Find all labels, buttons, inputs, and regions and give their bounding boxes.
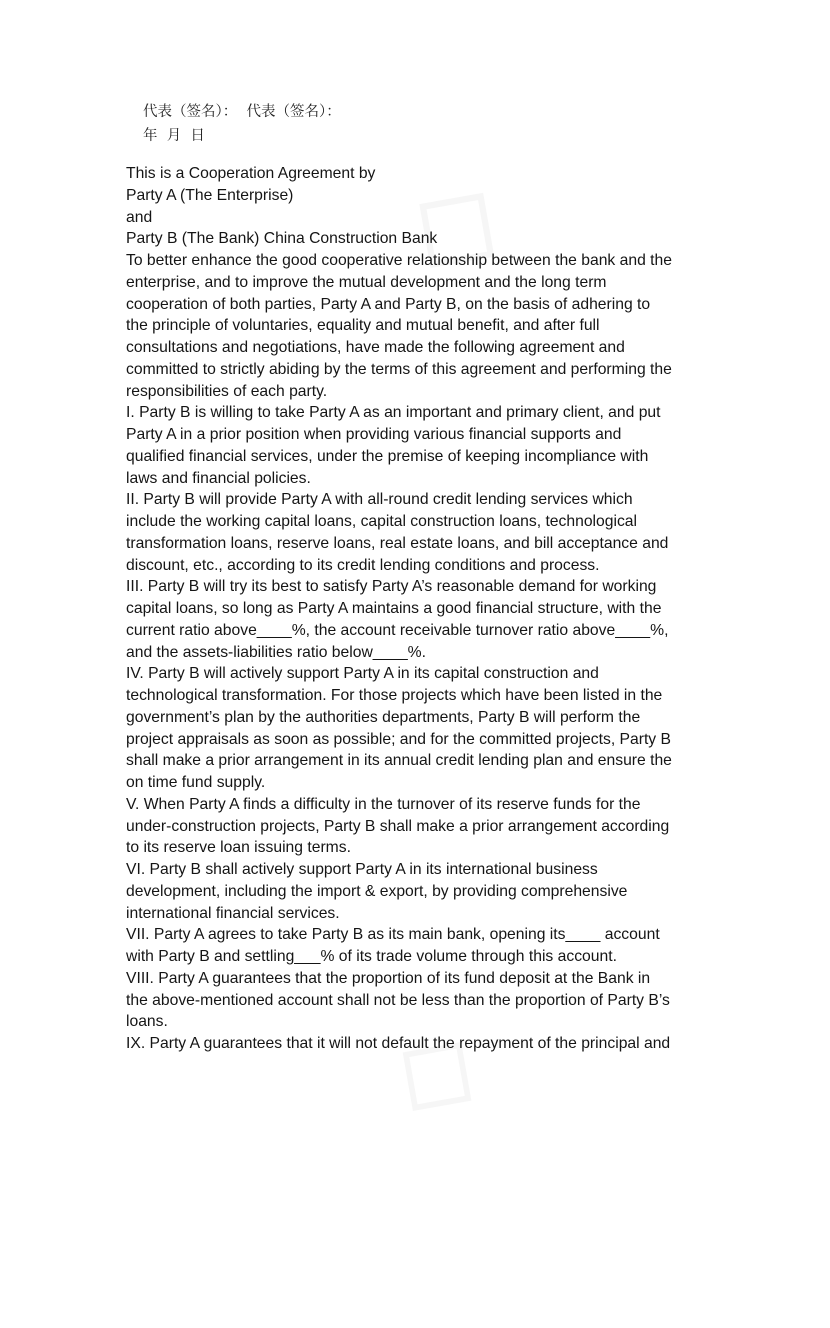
date-line: 年 月 日 [143,128,205,144]
text-line: under-construction projects, Party B shall make a prior arrangement according [126,817,670,835]
text-line: Party A in a prior position when providing various financial supports and [126,426,622,443]
text-line: VII. Party A agrees to take Party B as its main bank, opening its____ account [126,926,660,944]
text-line: with Party B and settling___% of its trade volume through this account. [126,948,617,965]
text-line: cooperation of both parties, Party A and Party B, on the basis of adhering to [126,295,651,313]
text-line: laws and financial policies. [126,469,311,487]
text-line: Party B (The Bank) China Construction Bank [126,230,438,248]
text-line: and [126,208,153,226]
text-line: qualified financial services, under the premise of keeping incompliance with [126,447,649,465]
text-line: to its reserve loan issuing terms. [126,839,351,857]
text-line: consultations and negotiations, have made the following agreement and [126,339,625,356]
text-line: shall make a prior arrangement in its annual credit lending plan and ensure the [126,752,672,770]
signature-line: 代表（签名）： 代表（签名）： [143,104,341,120]
text-line: IX. Party A guarantees that it will not default the repayment of the principal and [126,1035,671,1052]
text-line: loans. [126,1013,168,1031]
agreement-text [126,163,716,1055]
text-line: IV. Party B will actively support Party A in its capital construction and [126,665,599,683]
text-line: III. Party B will try its best to satisfy Party A’s reasonable demand for working [126,578,657,596]
text-line: Party A (The Enterprise) [126,186,294,204]
text-line: V. When Party A finds a difficulty in the turnover of its reserve funds for the [126,795,641,813]
text-line: discount, etc., according to its credit lending conditions and process. [126,556,600,574]
text-line: committed to strictly abiding by the terms of this agreement and performing the [126,360,672,378]
text-line: VIII. Party A guarantees that the proportion of its fund deposit at the Bank in [126,969,651,987]
text-line: and the assets-liabilities ratio below____%. [126,643,426,661]
text-line: development, including the import & export, by providing comprehensive [126,882,628,900]
text-line: To better enhance the good cooperative relationship between the bank and the [126,252,672,269]
text-line: the above-mentioned account shall not be less than the proportion of Party B’s [126,991,670,1009]
text-line: transformation loans, reserve loans, real estate loans, and bill acceptance and [126,534,669,552]
text-line: international financial services. [126,904,340,922]
text-line: technological transformation. For those projects which have been listed in the [126,687,663,704]
text-line: include the working capital loans, capital construction loans, technological [126,513,638,530]
signature-block [143,100,341,148]
text-line: VI. Party B shall actively support Party A in its international business [126,861,598,878]
text-line: the principle of voluntaries, equality and mutual benefit, and after full [126,317,600,335]
text-line: current ratio above____%, the account receivable turnover ratio above____%, [126,621,669,639]
text-line: government’s plan by the authorities departments, Party B will perform the [126,708,641,726]
text-line: project appraisals as soon as possible; and for the committed projects, Party B [126,730,671,748]
text-line: capital loans, so long as Party A maintains a good financial structure, with the [126,600,662,617]
text-line: This is a Cooperation Agreement by [126,165,376,182]
text-line: I. Party B is willing to take Party A as an important and primary client, and put [126,404,661,422]
text-line: on time fund supply. [126,774,266,791]
text-line: enterprise, and to improve the mutual development and the long term [126,273,607,291]
text-line: II. Party B will provide Party A with all-round credit lending services which [126,491,633,509]
text-line: responsibilities of each party. [126,382,328,400]
